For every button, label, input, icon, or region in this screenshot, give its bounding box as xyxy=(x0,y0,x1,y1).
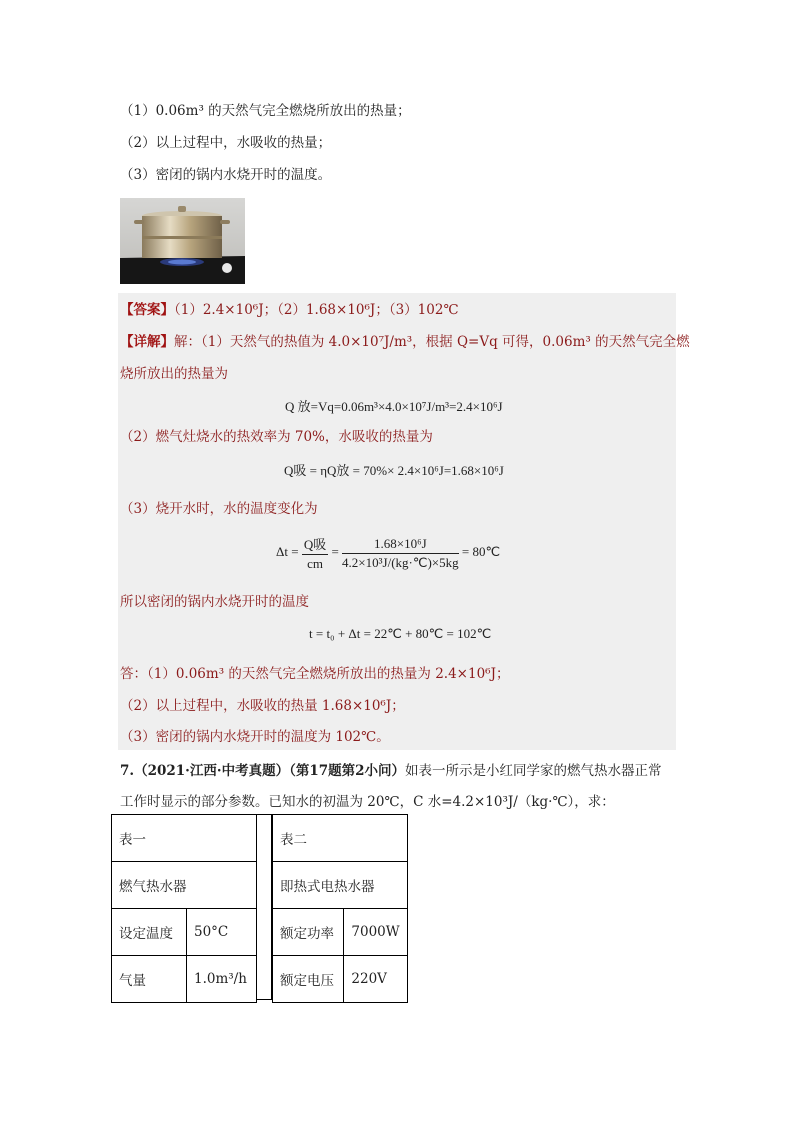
detail-intro-a: 解：（1）天然气的热值为 4.0×10⁷J/m³，根据 Q=Vq 可得，0.06m³ 的天然气完全燃 xyxy=(174,334,690,350)
problem-7-number: 7.（2021·江西·中考真题）（第17题第2小问） xyxy=(120,763,405,779)
table-1-row-1-value: 50°C xyxy=(187,909,257,956)
eq3-denominator-2: 4.2×10³J/(kg·℃)×5kg xyxy=(342,554,459,570)
problem-7-text-a: 如表一所示是小红同学家的燃气热水器正常 xyxy=(405,763,662,779)
table-1-row-2-value: 1.0m³/h xyxy=(187,956,257,1003)
equation-temperature-change: Δt = $\frac{\text{Q吸}}{cm}$ = $\frac{\text{1.68×10⁶J}}{\text{4.2×10³J/(kg·℃)×5kg}}$ = 80℃ xyxy=(276,535,501,571)
table-2-row-1-label: 额定功率 xyxy=(273,909,344,956)
table-2-row-1-value: 7000W xyxy=(344,909,408,956)
detail-step-2: （2）燃气灶烧水的热效率为 70%，水吸收的热量为 xyxy=(120,429,433,445)
problem-7-line-1 xyxy=(120,761,662,781)
question-1: （1）0.06m³ 的天然气完全燃烧所放出的热量； xyxy=(120,103,411,119)
problem-7-text-b: 工作时显示的部分参数。已知水的初温为 20℃，C 水=4.2×10³J/（kg·℃），求： xyxy=(120,794,615,810)
table-divider-column xyxy=(256,814,272,1000)
detail-step-4: 所以密闭的锅内水烧开时的温度 xyxy=(120,594,309,610)
detail-label: 【详解】 xyxy=(120,334,174,350)
eq3-numerator-1: Q吸 xyxy=(302,534,328,555)
eq3-denominator-1: cm xyxy=(307,556,323,571)
table-1-name: 燃气热水器 xyxy=(112,862,257,909)
question-2: （2）以上过程中，水吸收的热量； xyxy=(120,135,332,151)
final-answer-3: （3）密闭的锅内水烧开时的温度为 102℃。 xyxy=(120,729,390,745)
eq3-left: Δt = xyxy=(276,543,302,559)
table-1 xyxy=(111,814,257,1003)
equation-final-temperature: t = t₀ + Δt = 22℃ + 80℃ = 102℃ xyxy=(309,626,492,641)
table-1-row-2-label: 气量 xyxy=(112,956,187,1003)
final-answer-1: 答：（1）0.06m³ 的天然气完全燃烧所放出的热量为 2.4×10⁶J； xyxy=(120,666,510,682)
table-2-name: 即热式电热水器 xyxy=(273,862,408,909)
detail-intro-b: 烧所放出的热量为 xyxy=(120,366,228,382)
detail-intro-line xyxy=(120,332,690,352)
detail-step-3: （3）烧开水时，水的温度变化为 xyxy=(120,501,318,517)
question-3: （3）密闭的锅内水烧开时的温度。 xyxy=(120,167,332,183)
answer-line xyxy=(120,300,459,320)
pot-on-stove-photo xyxy=(120,198,245,284)
equation-heat-released: Q 放=Vq=0.06m³×4.0×10⁷J/m³=2.4×10⁶J xyxy=(285,399,503,414)
answer-text: （1）2.4×10⁶J；（2）1.68×10⁶J；（3）102℃ xyxy=(174,302,459,318)
final-answer-2: （2）以上过程中，水吸收的热量 1.68×10⁶J； xyxy=(120,698,405,714)
eq3-right: = 80℃ xyxy=(461,543,501,559)
equation-heat-absorbed: Q吸 = ηQ放 = 70%× 2.4×10⁶J=1.68×10⁶J xyxy=(284,463,504,478)
eq3-numerator-2: 1.68×10⁶J xyxy=(342,536,459,554)
table-2-row-2-value: 220V xyxy=(344,956,408,1003)
table-2-row-2-label: 额定电压 xyxy=(273,956,344,1003)
table-1-title: 表一 xyxy=(112,815,257,862)
fraction-q-over-cm xyxy=(302,534,328,572)
fraction-values xyxy=(342,536,459,571)
answer-label: 【答案】 xyxy=(120,302,174,318)
table-2-title: 表二 xyxy=(273,815,408,862)
table-1-row-1-label: 设定温度 xyxy=(112,909,187,956)
table-2 xyxy=(272,814,408,1003)
